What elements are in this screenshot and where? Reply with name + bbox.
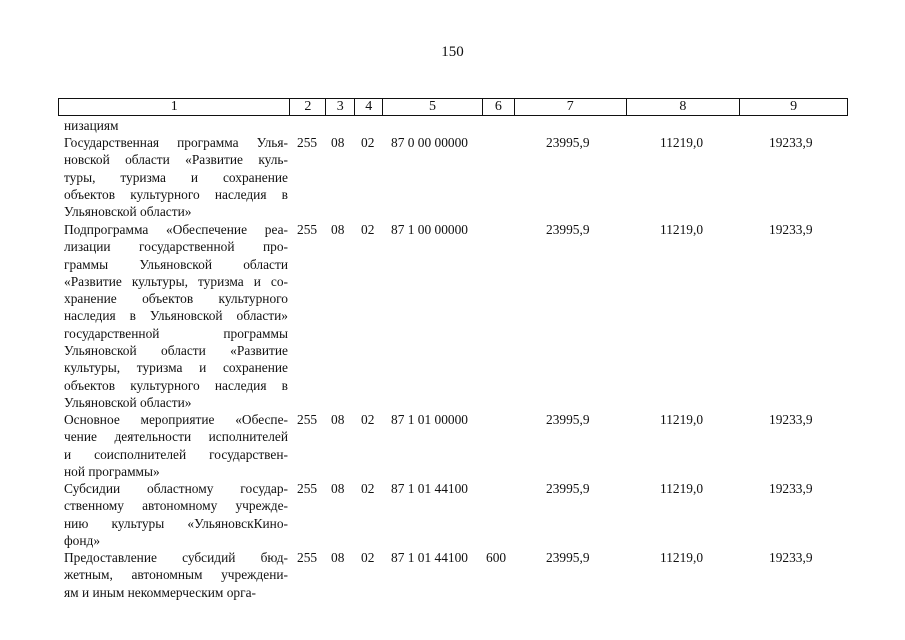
description-line: Предоставление субсидий бюд- bbox=[64, 550, 288, 565]
cell-c4: 02 bbox=[361, 135, 375, 150]
cell-c8: 11219,0 bbox=[660, 222, 704, 237]
row-description bbox=[64, 221, 288, 411]
cell-c7: 23995,9 bbox=[546, 222, 590, 237]
cell-c2: 255 bbox=[297, 412, 318, 427]
row-description bbox=[64, 480, 288, 549]
cell-c9: 19233,9 bbox=[769, 135, 813, 150]
description-line: и соисполнителей государствен- bbox=[64, 446, 288, 462]
cell-c5: 87 1 01 00000 bbox=[391, 412, 468, 427]
cell-c5: 87 1 01 44100 bbox=[391, 550, 468, 565]
description-line: Ульяновской области» bbox=[64, 204, 192, 220]
description-line: новской области «Развитие куль- bbox=[64, 152, 288, 168]
table-header bbox=[58, 98, 848, 116]
cell-c9: 19233,9 bbox=[769, 550, 813, 565]
cell-c4: 02 bbox=[361, 550, 375, 565]
cell-c3: 08 bbox=[331, 550, 345, 565]
cell-c8: 11219,0 bbox=[660, 481, 704, 496]
cell-c9: 19233,9 bbox=[769, 481, 813, 496]
header-col-9: 9 bbox=[790, 99, 798, 114]
description-line: фонд» bbox=[64, 532, 101, 548]
cell-c6: 600 bbox=[486, 550, 507, 565]
page-number: 150 bbox=[441, 44, 464, 60]
description-line: Основное мероприятие «Обеспе- bbox=[64, 412, 288, 427]
description-line: Ульяновской области» bbox=[64, 394, 192, 410]
row-description bbox=[64, 411, 288, 480]
description-line: ственному автономному учрежде- bbox=[64, 498, 288, 514]
cell-c7: 23995,9 bbox=[546, 412, 590, 427]
cell-c2: 255 bbox=[297, 222, 318, 237]
cell-c9: 19233,9 bbox=[769, 222, 813, 237]
cell-c2: 255 bbox=[297, 135, 318, 150]
description-line: Подпрограмма «Обеспечение реа- bbox=[64, 222, 288, 237]
cell-c8: 11219,0 bbox=[660, 550, 704, 565]
cell-c5: 87 0 00 00000 bbox=[391, 135, 468, 150]
description-line: государственной программы bbox=[64, 325, 288, 341]
header-col-7: 7 bbox=[515, 99, 627, 115]
row-description bbox=[64, 134, 288, 220]
cell-c2: 255 bbox=[297, 481, 318, 496]
description-line: туры, туризма и сохранение bbox=[64, 169, 288, 185]
description-line: граммы Ульяновской области bbox=[64, 256, 288, 272]
description-line: наследия в Ульяновской области» bbox=[64, 308, 288, 324]
header-col-6: 6 bbox=[483, 99, 515, 115]
header-col-1: 1 bbox=[59, 99, 290, 115]
description-line: «Развитие культуры, туризма и со- bbox=[64, 273, 288, 289]
description-line: ной программы» bbox=[64, 463, 160, 479]
description-line: лизации государственной про- bbox=[64, 239, 288, 255]
cell-c5: 87 1 01 44100 bbox=[391, 481, 468, 496]
description-line: ям и иным некоммерческим орга- bbox=[64, 584, 257, 600]
description-line: нию культуры «УльяновскКино- bbox=[64, 515, 288, 531]
header-col-3: 3 bbox=[326, 99, 355, 115]
header-col-5: 5 bbox=[383, 99, 483, 115]
header-col-8: 8 bbox=[627, 99, 741, 115]
header-col-2: 2 bbox=[290, 99, 326, 115]
description-line: объектов культурного наследия в bbox=[64, 186, 288, 202]
cell-c4: 02 bbox=[361, 412, 375, 427]
description-line: Государственная программа Улья- bbox=[64, 135, 288, 150]
cell-c3: 08 bbox=[331, 135, 345, 150]
cell-c7: 23995,9 bbox=[546, 481, 590, 496]
description-line: чение деятельности исполнителей bbox=[64, 429, 288, 445]
cell-c2: 255 bbox=[297, 550, 318, 565]
cell-c7: 23995,9 bbox=[546, 135, 590, 150]
cell-c3: 08 bbox=[331, 481, 345, 496]
continuation-text: низациям bbox=[64, 118, 119, 133]
cell-c3: 08 bbox=[331, 412, 345, 427]
cell-c9: 19233,9 bbox=[769, 412, 813, 427]
description-line: объектов культурного наследия в bbox=[64, 377, 288, 393]
cell-c8: 11219,0 bbox=[660, 135, 704, 150]
description-line: Ульяновской области «Развитие bbox=[64, 343, 288, 359]
header-col-4: 4 bbox=[355, 99, 383, 115]
cell-c8: 11219,0 bbox=[660, 412, 704, 427]
cell-c4: 02 bbox=[361, 481, 375, 496]
description-line: хранение объектов культурного bbox=[64, 291, 288, 307]
cell-c7: 23995,9 bbox=[546, 550, 590, 565]
cell-c5: 87 1 00 00000 bbox=[391, 222, 468, 237]
description-line: Субсидии областному государ- bbox=[64, 481, 288, 496]
description-line: культуры, туризма и сохранение bbox=[64, 360, 288, 376]
row-description bbox=[64, 549, 288, 601]
cell-c4: 02 bbox=[361, 222, 375, 237]
cell-c3: 08 bbox=[331, 222, 345, 237]
description-line: жетным, автономным учреждени- bbox=[64, 567, 288, 583]
